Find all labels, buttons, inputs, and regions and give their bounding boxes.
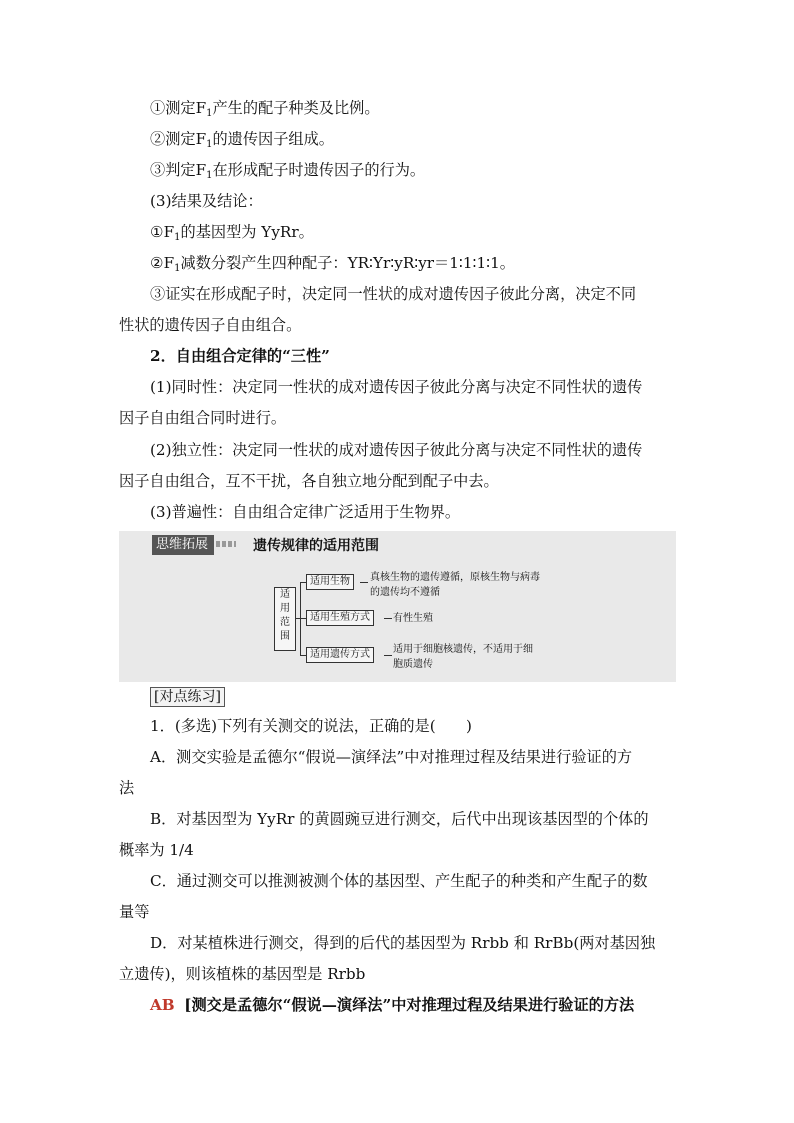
text-line-3b: 在形成配子时遗传因子的行为。 (212, 161, 426, 179)
text-line (150, 160, 425, 180)
text-line-8: 性状的遗传因子自由组合。 (119, 316, 302, 334)
subscript: 1 (206, 108, 213, 119)
diagram-root (274, 587, 296, 651)
category-box: 适用生殖方式 (306, 610, 374, 626)
text-line-3: ③判定F (150, 161, 207, 179)
desc-line: 适用于细胞核遗传，不适用于细 (393, 644, 533, 655)
category-box: 适用生物 (306, 574, 354, 590)
text-line-12: (2)独立性：决定同一性状的成对遗传因子彼此分离与决定不同性状的遗传 (150, 441, 643, 459)
subscript: 1 (206, 170, 213, 181)
text-line-11: 因子自由组合同时进行。 (119, 409, 287, 427)
root-char: 用 (280, 603, 290, 614)
root-char: 范 (280, 617, 290, 628)
option-a-cont: 法 (119, 779, 135, 797)
decor-dots (216, 541, 236, 547)
connector (384, 655, 392, 656)
desc-line: 真核生物的遗传遵循，原核生物与病毒 (370, 572, 540, 583)
answer-key: AB (150, 996, 175, 1014)
practice-tag: [对点练习] (150, 687, 225, 707)
subscript: 1 (174, 232, 181, 243)
subscript: 1 (174, 263, 181, 274)
text-line-7: ③证实在形成配子时，决定同一性状的成对遗传因子彼此分离，决定不同 (150, 285, 636, 303)
desc-line: 胞质遗传 (393, 659, 433, 670)
text-line-5b: 的基因型为 YyRr。 (180, 223, 314, 241)
text-line-5: ①F (150, 223, 175, 241)
option-b: B．对基因型为 YyRr 的黄圆豌豆进行测交，后代中出现该基因型的个体的 (150, 810, 649, 828)
expansion-title: 遗传规律的适用范围 (253, 538, 379, 554)
text-line (150, 129, 334, 149)
option-c: C．通过测交可以推测被测个体的基因型、产生配子的种类和产生配子的数 (150, 872, 648, 890)
text-line-6: ②F (150, 254, 175, 272)
text-line-1b: 产生的配子种类及比例。 (212, 99, 380, 117)
text-line-2b: 的遗传因子组成。 (212, 130, 334, 148)
text-line-10: (1)同时性：决定同一性状的成对遗传因子彼此分离与决定不同性状的遗传 (150, 378, 643, 396)
text-line-14: (3)普遍性：自由组合定律广泛适用于生物界。 (150, 503, 461, 521)
option-c-cont: 量等 (119, 903, 150, 921)
text-line-13: 因子自由组合，互不干扰，各自独立地分配到配子中去。 (119, 472, 499, 490)
text-line-6b: 减数分裂产生四种配子：YR∶Yr∶yR∶yr＝1∶1∶1∶1。 (180, 254, 515, 272)
expansion-tag: 思维拓展 (152, 535, 214, 555)
question: 1．(多选)下列有关测交的说法，正确的是( ) (150, 717, 472, 735)
desc-line: 的遗传均不遵循 (370, 587, 440, 598)
text-line-1: ①测定F (150, 99, 207, 117)
text-line-2: ②测定F (150, 130, 207, 148)
subscript: 1 (206, 139, 213, 150)
text-line (150, 98, 380, 118)
connector (384, 618, 392, 619)
text-line (150, 222, 314, 242)
root-char: 适 (280, 589, 290, 600)
answer-explanation: [测交是孟德尔“假说—演绎法”中对推理过程及结果进行验证的方法 (184, 996, 635, 1014)
option-d-cont: 立遗传)，则该植株的基因型是 Rrbb (119, 965, 366, 983)
text-line-4: (3)结果及结论： (150, 192, 263, 210)
root-char: 围 (280, 631, 290, 642)
option-a: A．测交实验是孟德尔“假说—演绎法”中对推理过程及结果进行验证的方 (150, 748, 633, 766)
section-heading: 2．自由组合定律的“三性” (150, 347, 330, 365)
connector (360, 582, 368, 583)
answer-line (150, 995, 634, 1015)
text-line (150, 253, 515, 273)
option-d: D．对某植株进行测交，得到的后代的基因型为 Rrbb 和 RrBb(两对基因独 (150, 934, 656, 952)
desc-line: 有性生殖 (393, 613, 433, 624)
option-b-cont: 概率为 1/4 (119, 841, 194, 859)
category-box: 适用遗传方式 (306, 647, 374, 663)
